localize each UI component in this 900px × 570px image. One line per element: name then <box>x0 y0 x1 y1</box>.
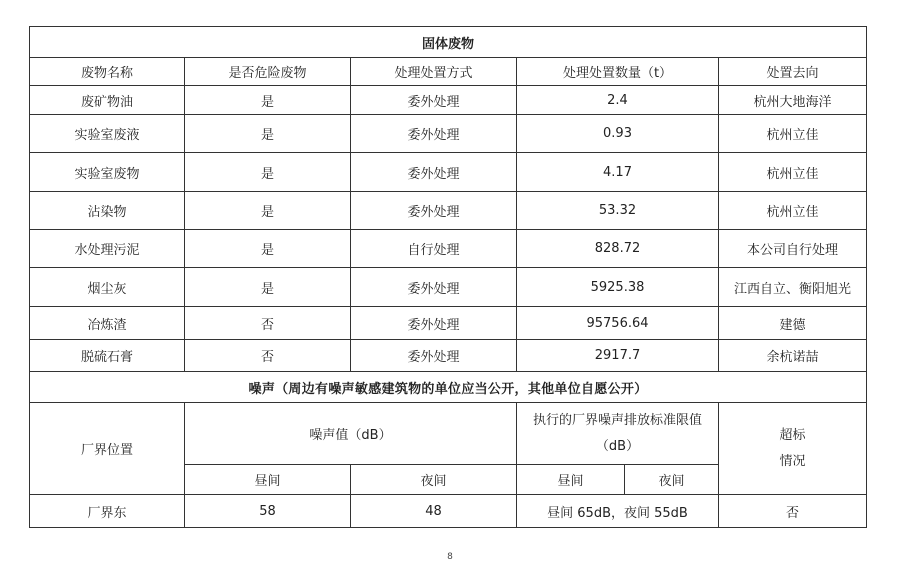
hazardous-flag: 是 <box>185 192 351 230</box>
waste-name: 实验室废物 <box>30 153 185 192</box>
waste-name: 烟尘灰 <box>30 268 185 307</box>
disposal-method: 委外处理 <box>351 268 517 307</box>
header-location: 厂界位置 <box>30 403 185 495</box>
disposal-quantity: 828.72 <box>517 230 719 268</box>
disposal-destination: 杭州立佳 <box>719 115 867 153</box>
noise-location: 厂界东 <box>30 495 185 528</box>
disposal-method: 委外处理 <box>351 115 517 153</box>
disposal-method: 委外处理 <box>351 192 517 230</box>
waste-name: 实验室废液 <box>30 115 185 153</box>
header-destination: 处置去向 <box>719 58 867 86</box>
table-row <box>30 495 867 528</box>
header-exceed: 超标情况 <box>719 403 867 495</box>
table-row <box>30 307 867 340</box>
header-waste-name: 废物名称 <box>30 58 185 86</box>
table-row <box>30 268 867 307</box>
disposal-quantity: 0.93 <box>517 115 719 153</box>
noise-day-value: 58 <box>185 495 351 528</box>
table-row <box>30 86 867 115</box>
waste-name: 水处理污泥 <box>30 230 185 268</box>
disposal-quantity: 95756.64 <box>517 307 719 340</box>
waste-name: 废矿物油 <box>30 86 185 115</box>
subheader-standard-night: 夜间 <box>625 465 719 495</box>
subheader-night: 夜间 <box>351 465 517 495</box>
disposal-quantity: 53.32 <box>517 192 719 230</box>
hazardous-flag: 是 <box>185 230 351 268</box>
waste-name: 沾染物 <box>30 192 185 230</box>
hazardous-flag: 是 <box>185 268 351 307</box>
table-row <box>30 115 867 153</box>
table-row <box>30 340 867 372</box>
disposal-quantity: 4.17 <box>517 153 719 192</box>
hazardous-flag: 是 <box>185 115 351 153</box>
disposal-method: 委外处理 <box>351 153 517 192</box>
header-method: 处理处置方式 <box>351 58 517 86</box>
noise-exceed-value: 否 <box>719 495 867 528</box>
solid-waste-header-row <box>30 58 867 86</box>
noise-title: 噪声（周边有噪声敏感建筑物的单位应当公开，其他单位自愿公开） <box>30 372 867 403</box>
disposal-method: 委外处理 <box>351 86 517 115</box>
noise-title-row <box>30 372 867 403</box>
disposal-method: 自行处理 <box>351 230 517 268</box>
table-row <box>30 230 867 268</box>
hazardous-flag: 否 <box>185 340 351 372</box>
disposal-destination: 杭州立佳 <box>719 153 867 192</box>
table-row <box>30 192 867 230</box>
waste-name: 脱硫石膏 <box>30 340 185 372</box>
disposal-destination: 建德 <box>719 307 867 340</box>
disposal-quantity: 2.4 <box>517 86 719 115</box>
table-row <box>30 153 867 192</box>
waste-name: 冶炼渣 <box>30 307 185 340</box>
disposal-destination: 杭州大地海洋 <box>719 86 867 115</box>
header-quantity: 处理处置数量（t） <box>517 58 719 86</box>
header-noise-standard: 执行的厂界噪声排放标准限值（dB） <box>517 403 719 465</box>
disposal-method: 委外处理 <box>351 307 517 340</box>
solid-waste-title: 固体废物 <box>30 27 867 58</box>
noise-standard-value: 昼间 65dB，夜间 55dB <box>517 495 719 528</box>
disposal-quantity: 5925.38 <box>517 268 719 307</box>
hazardous-flag: 是 <box>185 153 351 192</box>
disposal-destination: 杭州立佳 <box>719 192 867 230</box>
subheader-day: 昼间 <box>185 465 351 495</box>
header-hazardous: 是否危险废物 <box>185 58 351 86</box>
disposal-method: 委外处理 <box>351 340 517 372</box>
environment-table <box>29 26 867 528</box>
disposal-destination: 本公司自行处理 <box>719 230 867 268</box>
hazardous-flag: 是 <box>185 86 351 115</box>
noise-header-row <box>30 403 867 465</box>
noise-night-value: 48 <box>351 495 517 528</box>
subheader-standard-day: 昼间 <box>517 465 625 495</box>
disposal-quantity: 2917.7 <box>517 340 719 372</box>
disposal-destination: 余杭诺喆 <box>719 340 867 372</box>
page-number: 8 <box>447 552 453 562</box>
disposal-destination: 江西自立、衡阳旭光 <box>719 268 867 307</box>
solid-waste-title-row <box>30 27 867 58</box>
hazardous-flag: 否 <box>185 307 351 340</box>
header-noise-value: 噪声值（dB） <box>185 403 517 465</box>
